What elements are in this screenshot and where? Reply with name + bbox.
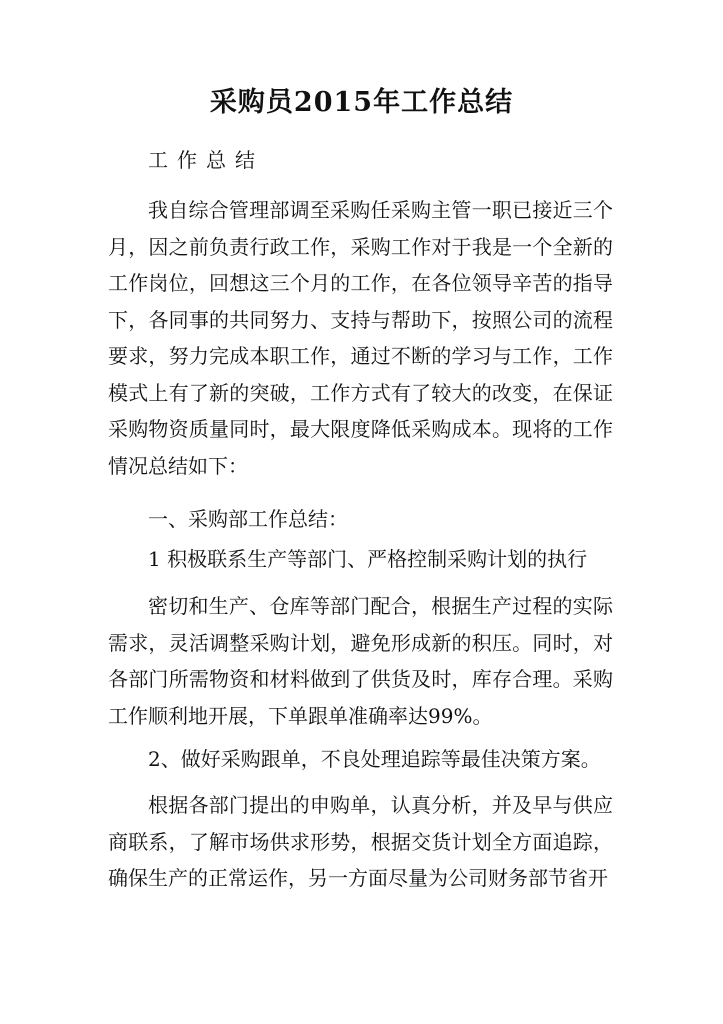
document-title: 采购员2015年工作总结 — [209, 87, 514, 118]
section-heading-purchasing-summary: 一、采购部工作总结： — [148, 507, 348, 531]
item-heading-2: 2、做好采购跟单，不良处理追踪等最佳决策方案。 — [148, 747, 601, 771]
document-subtitle: 工作总结 — [148, 148, 264, 172]
item-paragraph-2: 根据各部门提出的申购单，认真分析，并及早与供应商联系，了解市场供求形势，根据交货计划全方面追踪，确保生产的正常运作，另一方面尽量为公司财务部节省开 — [108, 793, 613, 890]
item-paragraph-1: 密切和生产、仓库等部门配合，根据生产过程的实际需求，灵活调整采购计划，避免形成新的积压。同时，对各部门所需物资和材料做到了供货及时，库存合理。采购工作顺利地开展，下单跟单准确率达99%。 — [108, 594, 613, 728]
item-heading-1: 1 积极联系生产等部门、严格控制采购计划的执行 — [148, 547, 588, 571]
intro-paragraph: 我自综合管理部调至采购任采购主管一职已接近三个月，因之前负责行政工作，采购工作对于我是一个全新的工作岗位，回想这三个月的工作，在各位领导辛苦的指导下，各同事的共同努力、支持与帮助下，按照公司的流程要求，努力完成本职工作，通过不断的学习与工作，工作模式上有了新的突破，工作方式有了较大的改变，在保证采购物资质量同时，最大限度降低采购成本。现将的工作情况总结如下： — [108, 198, 613, 478]
